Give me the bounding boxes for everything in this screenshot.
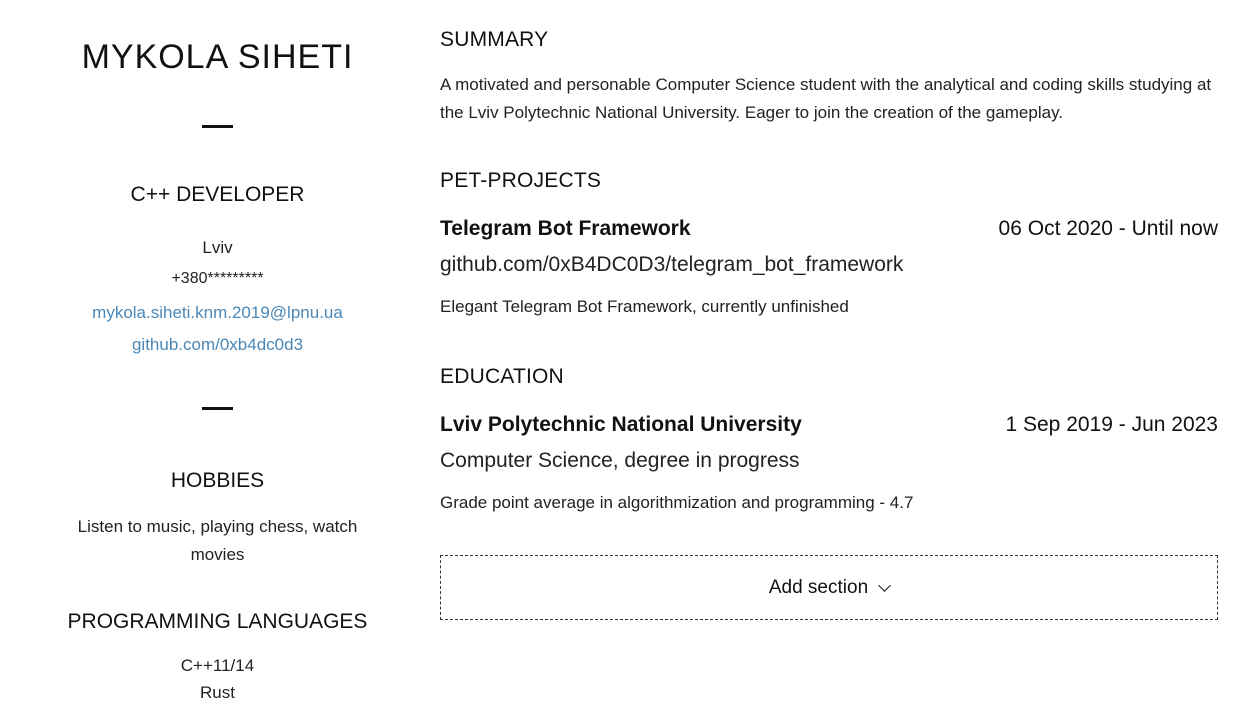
project-description[interactable]: Elegant Telegram Bot Framework, currently unfinished — [440, 297, 849, 316]
education-description[interactable]: Grade point average in algorithmization and programming - 4.7 — [440, 493, 914, 512]
summary-text[interactable]: A motivated and personable Computer Science student with the analytical and coding skills studying at the Lviv Polytechnic National University. Eager to join the creation of the gameplay. — [440, 75, 1212, 122]
job-title[interactable]: C++ DEVELOPER — [130, 183, 305, 206]
add-section-label: Add section — [768, 576, 869, 598]
divider — [202, 407, 233, 410]
summary-heading[interactable]: SUMMARY — [440, 28, 549, 51]
hobbies-heading[interactable]: HOBBIES — [170, 469, 265, 492]
language-item[interactable]: Rust — [200, 683, 235, 702]
candidate-name[interactable]: MYKOLA SIHETI — [81, 38, 354, 76]
project-title[interactable]: Telegram Bot Framework — [440, 217, 691, 240]
education-date[interactable]: 1 Sep 2019 - Jun 2023 — [1005, 413, 1218, 436]
project-subtitle[interactable]: github.com/0xB4DC0D3/telegram_bot_framework — [440, 253, 904, 276]
project-date[interactable]: 06 Oct 2020 - Until now — [998, 217, 1218, 240]
divider — [202, 125, 233, 128]
contact-city[interactable]: Lviv — [202, 238, 233, 257]
chevron-down-icon — [878, 579, 891, 592]
contact-email-link[interactable]: mykola.siheti.knm.2019@lpnu.ua — [92, 303, 343, 322]
hobbies-text[interactable]: Listen to music, playing chess, watch movies — [77, 517, 358, 564]
projects-heading[interactable]: PET-PROJECTS — [440, 169, 602, 192]
contact-github-link[interactable]: github.com/0xb4dc0d3 — [131, 335, 304, 354]
languages-heading[interactable]: PROGRAMMING LANGUAGES — [67, 610, 368, 633]
add-section-button[interactable] — [440, 555, 1218, 620]
education-title[interactable]: Lviv Polytechnic National University — [440, 413, 802, 436]
contact-phone[interactable]: +380********* — [171, 270, 264, 287]
education-subtitle[interactable]: Computer Science, degree in progress — [440, 449, 800, 472]
education-heading[interactable]: EDUCATION — [440, 365, 564, 388]
language-item[interactable]: C++11/14 — [180, 656, 255, 675]
